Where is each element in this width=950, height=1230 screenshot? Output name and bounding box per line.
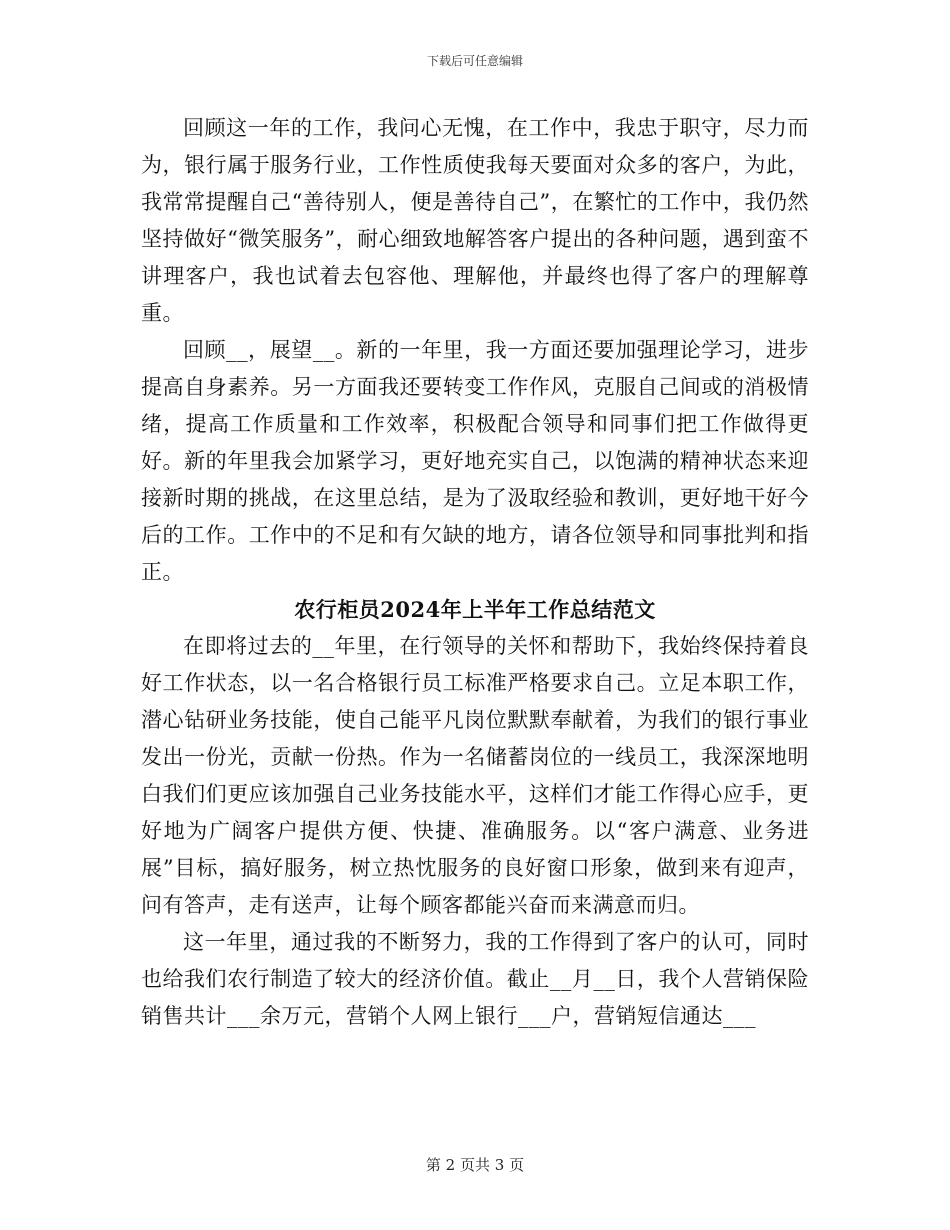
page-footer: 第 2 页共 3 页 bbox=[425, 1156, 525, 1174]
paragraph-outlook: 回顾__，展望__。新的一年里，我一方面还要加强理论学习，进步提高自身素养。另一方面我还要转变工作作风，克服自己间或的消极情绪，提高工作质量和工作效率，积极配合领导和同事们把工作做得更好。新的年里我会加紧学习，更好地充实自己，以饱满的精神状态来迎接新时期的挑战，在这里总结，是为了汲取经验和教训，更好地干好今后的工作。工作中的不足和有欠缺的地方，请各位领导和同事批判和指正。 bbox=[141, 338, 809, 584]
paragraph-review: 回顾这一年的工作，我问心无愧，在工作中，我忠于职守，尽力而为，银行属于服务行业，工作性质使我每天要面对众多的客户，为此，我常常提醒自己“善待别人，便是善待自己”，在繁忙的工作中，我仍然坚持做好“微笑服务”，耐心细致地解答客户提出的各种问题，遇到蛮不讲理客户，我也试着去包容他、理解他，并最终也得了客户的理解尊重。 bbox=[141, 116, 809, 325]
document-body bbox=[141, 110, 809, 1035]
section-title: 农行柜员2024年上半年工作总结范文 bbox=[294, 597, 656, 622]
page-header: 下载后可任意编辑 bbox=[426, 54, 523, 68]
paragraph-intro: 在即将过去的__年里，在行领导的关怀和帮助下，我始终保持着良好工作状态，以一名合格银行员工标准严格要求自己。立足本职工作，潜心钻研业务技能，使自己能平凡岗位默默奉献着，为我们的银行事业发出一份光，贡献一份热。作为一名储蓄岗位的一线员工，我深深地明白我们们更应该加强自己业务技能水平，这样们才能工作得心应手，更好地为广阔客户提供方便、快捷、准确服务。以“客户满意、业务进展”目标，搞好服务，树立热忱服务的良好窗口形象，做到来有迎声，问有答声，走有送声，让每个顾客都能兴奋而来满意而归。 bbox=[141, 634, 809, 917]
paragraph-achievements: 这一年里，通过我的不断努力，我的工作得到了客户的认可，同时也给我们农行制造了较大的经济价值。截止__月__日，我个人营销保险销售共计___余万元，营销个人网上银行___户，营销短信通达___ bbox=[141, 930, 809, 1028]
